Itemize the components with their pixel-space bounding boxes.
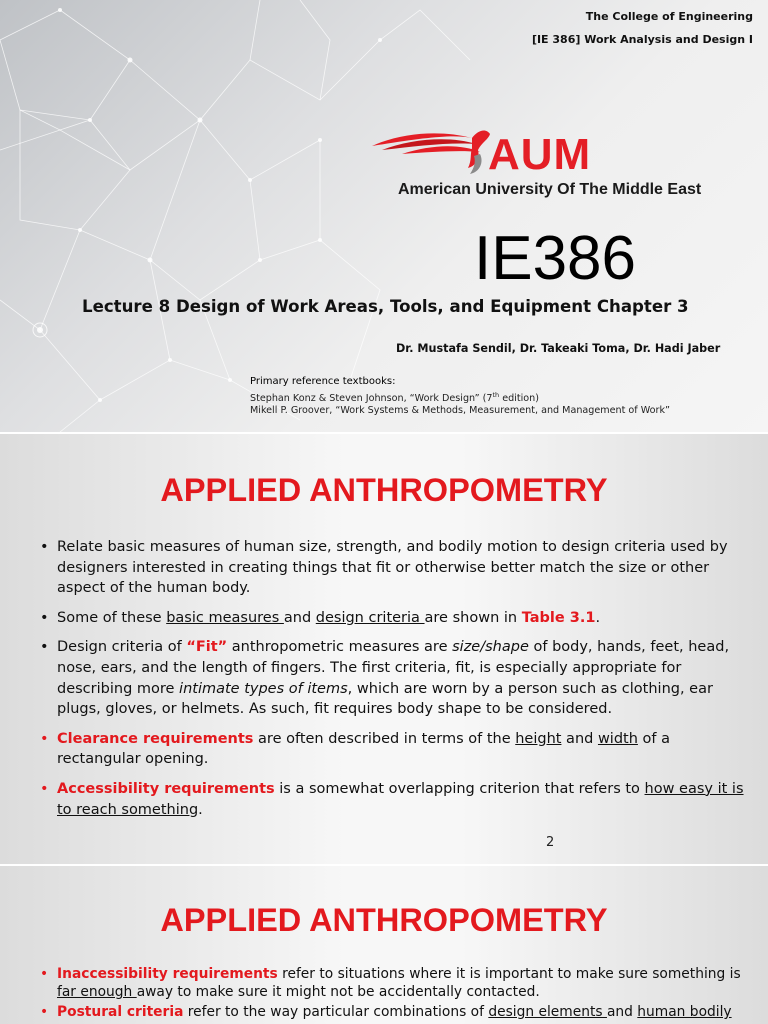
cover-slide: [0, 0, 768, 432]
slide-title: APPLIED ANTHROPOMETRY: [160, 902, 608, 938]
list-item: • Some of these basic measures and design criteria are shown in Table 3.1.: [40, 609, 601, 626]
reference-1: Stephan Konz & Steven Johnson, “Work Design” (7th edition): [250, 390, 539, 404]
course-name: [IE 386] Work Analysis and Design I: [531, 33, 753, 46]
university-name: American University Of The Middle East: [398, 181, 702, 198]
network-background-graphic: [0, 0, 768, 432]
aum-logo-text: AUM: [488, 130, 592, 179]
page-number: 2: [546, 835, 555, 850]
list-item: • Inaccessibility requirements refer to situations where it is important to make sure something is far enough away to make sure it might not be accidentally contacted.: [40, 966, 741, 1000]
list-item: • Relate basic measures of human size, strength, and bodily motion to design criteria used by designers interested in creating things that fit or otherwise better match the size or other aspect of the human body.: [40, 539, 728, 597]
list-item: • Design criteria of “Fit” anthropometric measures are size/shape of body, hands, feet, head, nose, ears, and the length of fingers. The first criteria, fit, is especially appropriate for describing more intimate types of items, which are worn by a person such as clothing, ear plugs, gloves, or helmets. As such, fit requires body shape to be considered.: [40, 639, 730, 718]
bullet-list: [40, 537, 750, 829]
reference-2: Mikell P. Groover, “Work Systems & Methods, Measurement, and Management of Work”: [250, 405, 670, 417]
reference-heading: Primary reference textbooks:: [250, 376, 396, 387]
lecture-title: Lecture 8 Design of Work Areas, Tools, and Equipment Chapter 3: [82, 297, 689, 316]
table-reference: Table 3.1: [521, 609, 596, 626]
college-name: The College of Engineering: [585, 10, 753, 23]
list-item: • Accessibility requirements is a somewhat overlapping criterion that refers to how easy it is to reach something.: [40, 780, 744, 818]
list-item: • Clearance requirements are often described in terms of the height and width of a rectangular opening.: [40, 730, 671, 768]
list-item: • Postural criteria refer to the way particular combinations of design elements and human bodily: [40, 1004, 732, 1020]
slide-2: [0, 434, 768, 864]
course-code: IE386: [474, 224, 637, 293]
slide-3: [0, 866, 768, 1024]
bullet-list: [40, 965, 750, 1023]
reference-list: [250, 376, 670, 418]
slide-title: APPLIED ANTHROPOMETRY: [160, 472, 608, 508]
authors: Dr. Mustafa Sendil, Dr. Takeaki Toma, Dr. Hadi Jaber: [396, 342, 721, 355]
